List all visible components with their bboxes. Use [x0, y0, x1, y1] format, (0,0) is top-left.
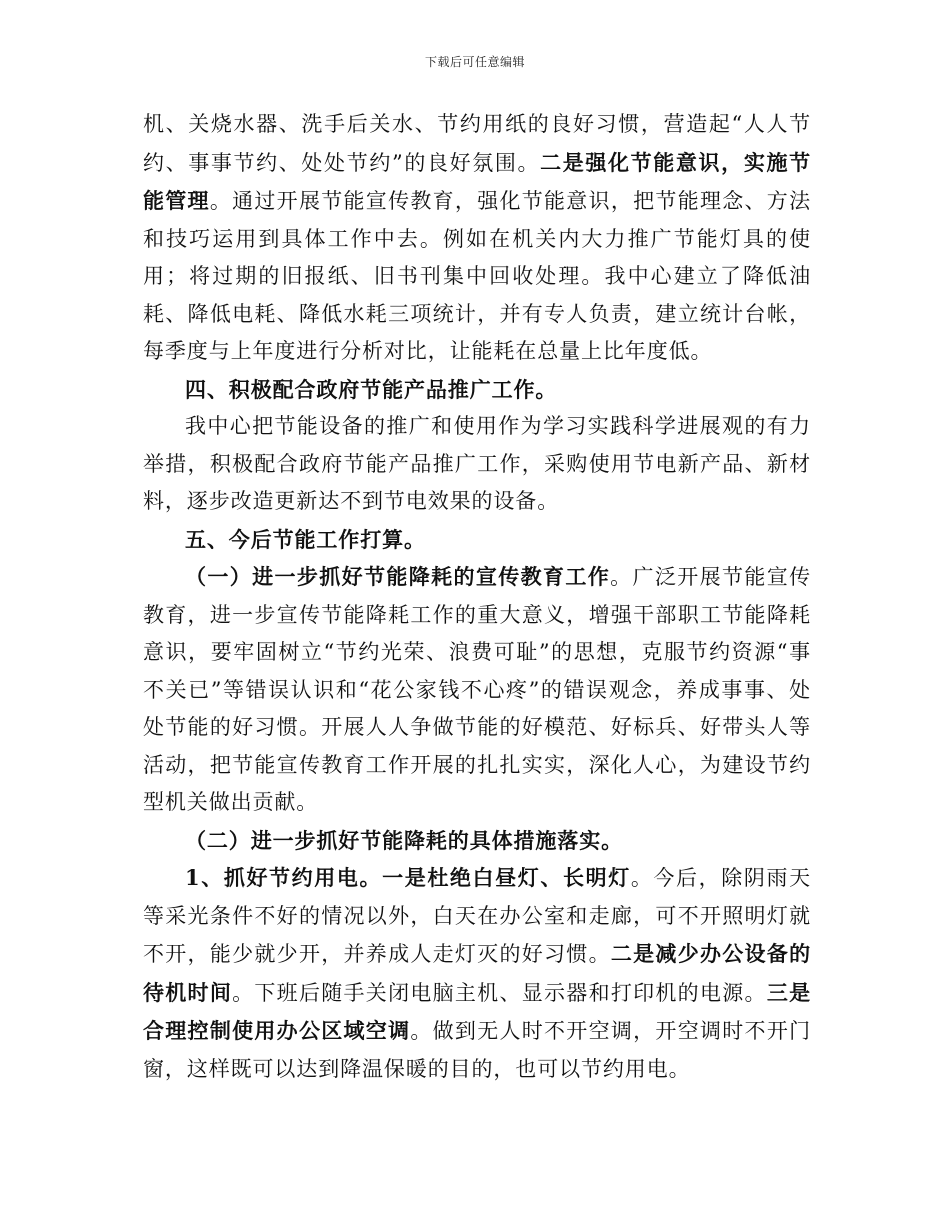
text-run: 机、关烧水器、洗手后关水、节约用纸的良好习惯，营造起“人人节约、事事节约、处处节约”的良好氛围。 — [143, 112, 811, 175]
paragraph-electricity — [143, 859, 811, 1088]
text-run: 。通过开展节能宣传教育，强化节能意识，把节能理念、方法和技巧运用到具体工作中去。例如在机关内大力推广节能灯具的使用；将过期的旧报纸、旧书刊集中回收处理。我中心建立了降低油耗、降低电耗、降低水耗三项统计，并有专人负责，建立统计台帐，每季度与上年度进行分析对比，让能耗在总量上比年度低。 — [143, 189, 811, 363]
paragraph-product-promotion: 我中心把节能设备的推广和使用作为学习实践科学进展观的有力举措，积极配合政府节能产品推广工作，采购使用节电新产品、新材料，逐步改造更新达不到节电效果的设备。 — [143, 414, 811, 513]
text-run: 。做到无人时不开空调，开空调时不开门窗，这样既可以达到降温保暖的目的，也可以节约用电。 — [143, 1019, 811, 1081]
subsection-heading-2: （二）进一步抓好节能降耗的具体措施落实。 — [185, 827, 623, 853]
section-heading-4: 四、积极配合政府节能产品推广工作。 — [185, 376, 558, 402]
bold-run: 1、抓好节约用电。一是杜绝白昼灯、长明灯 — [185, 865, 631, 890]
paragraph-energy-habits — [143, 106, 811, 371]
section-heading-5: 五、今后节能工作打算。 — [185, 526, 426, 552]
page-header: 下载后可任意编辑 — [424, 55, 525, 69]
text-run: 。广泛开展节能宣传教育，进一步宣传节能降耗工作的重大意义，增强干部职工节能降耗意识，要牢固树立“节约光荣、浪费可耻”的思想，克服节约资源“事不关已”等错误认识和“花公家钱不心疼”的错误观念，养成事事、处处节能的好习惯。开展人人争做节能的好模范、好标兵、好带头人等活动，把节能宣传教育工作开展的扎扎实实，深化人心，为建设节约型机关做出贡献。 — [143, 565, 811, 814]
bold-run: 三是合理控制使用办公区域空调 — [143, 979, 811, 1043]
bold-run: （一）进一步抓好节能降耗的宣传教育工作 — [185, 564, 611, 589]
document-body — [143, 106, 811, 1088]
bold-run: 二是减少办公设备的待机时间 — [143, 941, 811, 1005]
text-run: 。今后，除阴雨天等采光条件不好的情况以外，白天在办公室和走廊，可不开照明灯就不开，能少就少开，并养成人走灯灭的好习惯。 — [143, 866, 811, 966]
paragraph-education — [143, 558, 811, 822]
text-run: 。下班后随手关闭电脑主机、显示器和打印机的电源。 — [232, 980, 767, 1005]
bold-run: 二是强化节能意识，实施节能管理 — [143, 149, 811, 213]
